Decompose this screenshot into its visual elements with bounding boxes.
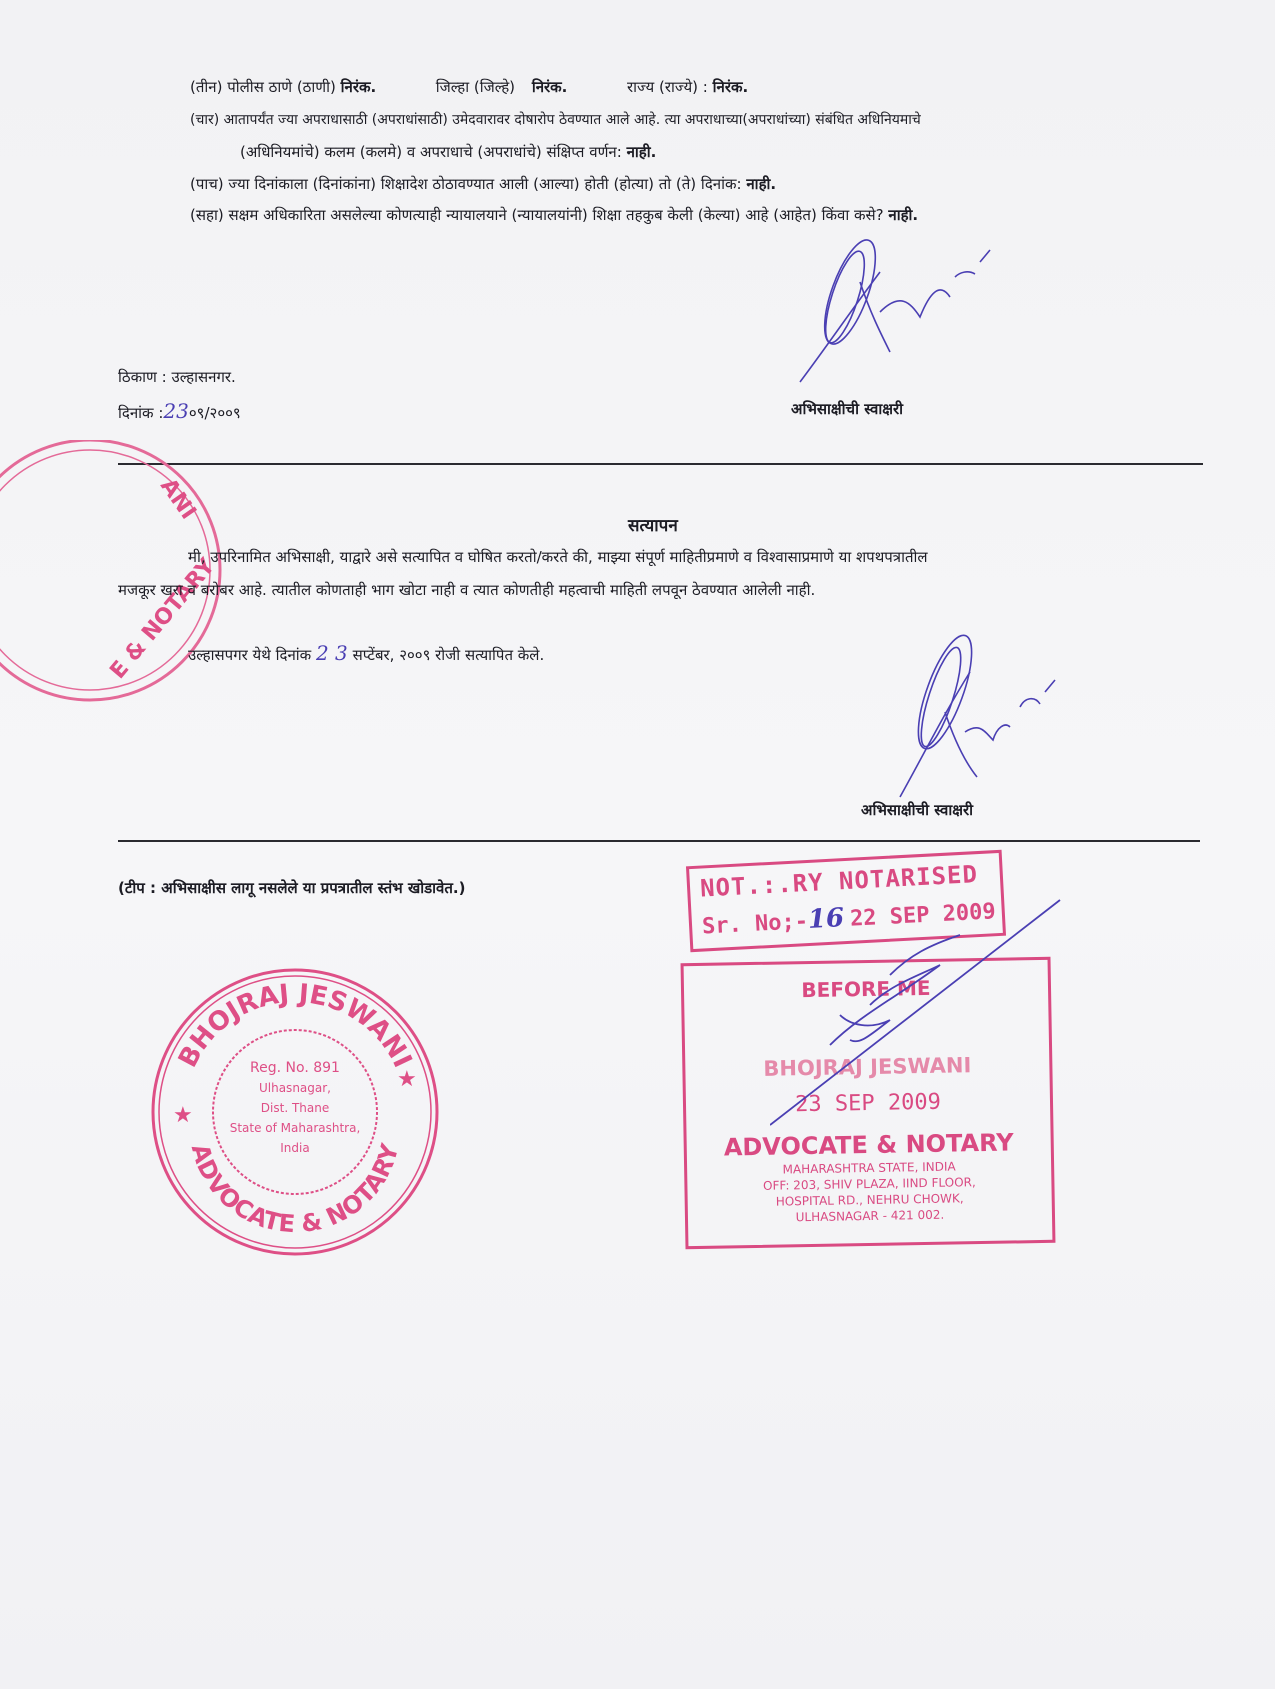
seal-bottom-arc: ADVOCATE & NOTARY	[185, 1140, 405, 1239]
verification-line-1: मी, उपरिनामित अभिसाक्षी, याद्वारे असे सत्यापित व घोषित करतो/करते की, माझ्या संपूर्ण माहितीप्रमाणे व विश्वासाप्रमाणे या शपथपत्रातील	[188, 548, 928, 566]
notary-signature	[770, 895, 1070, 1135]
serial-prefix: Sr. No;-	[701, 909, 809, 940]
clause-6-text: (सहा) सक्षम अधिकारिता असलेल्या कोणत्याही न्यायालयाने (न्यायालयांनी) शिक्षा तहकुब केली (केल्या) आहे (आहेत) किंवा कसे?	[190, 206, 884, 224]
before-me-heading: BEFORE ME	[801, 975, 931, 1003]
before-me-address-4: ULHASNAGAR - 421 002.	[795, 1207, 945, 1225]
clause-6-value: नाही.	[888, 206, 919, 224]
before-me-title: ADVOCATE & NOTARY	[723, 1128, 1014, 1162]
seal-city: Ulhasnagar,	[258, 1081, 332, 1095]
verification-handwritten-day: 2 3	[315, 641, 348, 665]
place-line	[118, 367, 236, 387]
date-handwritten-day: 23	[163, 399, 189, 423]
partial-seal-side-text: E & NOTARY	[105, 553, 221, 684]
partial-seal-top-text: ANI	[155, 474, 201, 525]
clause-4-line-1: (चार) आतापर्यंत ज्या अपराधासाठी (अपराधांसाठी) उमेदवारावर दोषारोप ठेवण्यात आले आहे. त्या अपराधाच्या(अपराधांच्या) संबंधित अधिनियमाचे	[190, 112, 921, 128]
state-label: राज्य (राज्ये) :	[626, 78, 708, 96]
signature-2	[885, 612, 1085, 807]
clause-4-text: (अधिनियमांचे) कलम (कलमे) व अपराधाचे (अपराधांचे) संक्षिप्त वर्णन:	[240, 143, 622, 161]
verification-place-date	[188, 641, 544, 665]
verification-place-prefix: उल्हासपगर येथे दिनांक	[188, 646, 312, 664]
district-label: जिल्हा (जिल्हे)	[435, 78, 516, 96]
before-me-address-3: HOSPITAL RD., NEHRU CHOWK,	[775, 1191, 964, 1209]
before-me-date: 23 SEP 2009	[794, 1089, 942, 1118]
serial-number-handwritten: 16	[807, 903, 845, 935]
verification-heading: सत्यापन	[628, 516, 678, 536]
verification-line-2: मजकूर खरा व बरोबर आहे. त्यातील कोणताही भाग खोटा नाही व त्यात कोणतीही महत्वाची माहिती लपवून ठेवण्यात आलेली नाही.	[118, 581, 816, 599]
clause-3-label: (तीन) पोलीस ठाणे (ठाणी)	[190, 78, 336, 96]
clause-3-value-3: निरंक.	[712, 78, 749, 96]
seal-star-right: ★	[397, 1067, 417, 1092]
before-me-address-1: MAHARASHTRA STATE, INDIA	[782, 1159, 956, 1177]
clause-3-value-1: निरंक.	[340, 78, 377, 96]
round-notary-seal	[145, 962, 445, 1262]
notarised-stamp-title: NOT.:.RY NOTARISED	[699, 860, 979, 903]
clause-police-station	[190, 77, 748, 97]
signature-label-2: अभिसाक्षीची स्वाक्षरी	[861, 801, 974, 819]
date-line	[118, 399, 241, 423]
seal-top-arc: BHOJRAJ JESWANI	[172, 979, 418, 1073]
before-me-name: BHOJRAJ JESWANI	[763, 1053, 972, 1081]
clause-4-value: नाही.	[626, 143, 657, 161]
seal-country: India	[280, 1141, 310, 1155]
note: (टीप : अभिसाक्षीस लागू नसलेले या प्रपत्रातील स्तंभ खोडावेत.)	[118, 879, 466, 897]
clause-3-value-2: निरंक.	[531, 78, 568, 96]
seal-state: State of Maharashtra,	[229, 1121, 361, 1135]
divider-2	[118, 840, 1200, 842]
seal-dist: Dist. Thane	[260, 1101, 330, 1115]
clause-5-text: (पाच) ज्या दिनांकाला (दिनांकांना) शिक्षादेश ठोठावण्यात आली (आल्या) होती (होत्या) तो (ते) दिनांक:	[190, 175, 742, 193]
seal-star-left: ★	[173, 1103, 193, 1128]
clause-4-line-2	[240, 142, 656, 162]
seal-reg-no: Reg. No. 891	[250, 1060, 340, 1076]
clause-5-value: नाही.	[746, 175, 777, 193]
signature-label-1: अभिसाक्षीची स्वाक्षरी	[791, 400, 904, 418]
place-label: ठिकाण :	[118, 368, 167, 386]
clause-5	[190, 174, 776, 194]
notarised-date: 22 SEP 2009	[849, 899, 997, 932]
place-value: उल्हासनगर.	[171, 368, 236, 386]
before-me-address-2: OFF: 203, SHIV PLAZA, IIND FLOOR,	[762, 1175, 976, 1193]
divider-1	[118, 463, 1203, 465]
date-value: ०९/२००९	[188, 404, 241, 422]
verification-place-suffix: सप्टेंबर, २००९ रोजी सत्यापित केले.	[352, 646, 545, 664]
signature-1	[790, 222, 1010, 397]
date-label: दिनांक :	[118, 404, 164, 422]
